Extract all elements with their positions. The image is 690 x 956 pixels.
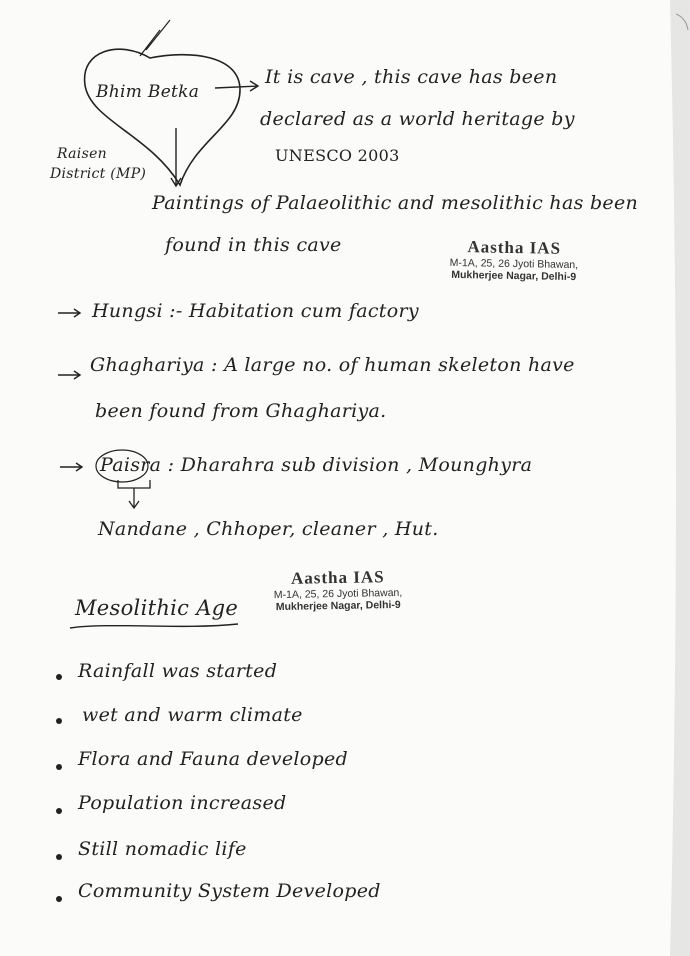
bullet-dot — [56, 718, 62, 724]
bullet-item: Population increased — [78, 792, 287, 814]
bullet-item: Flora and Fauna developed — [78, 748, 348, 770]
location-line2: District (MP) — [50, 166, 147, 182]
bullet-item: wet and warm climate — [82, 704, 303, 726]
paintings-line2: found in this cave — [165, 234, 342, 256]
paisra-sub: Nandane , Chhoper, cleaner , Hut. — [98, 518, 439, 540]
intro-line3: UNESCO 2003 — [275, 146, 400, 165]
bullet-dot — [56, 896, 62, 902]
site-hungsi: Hungsi :- Habitation cum factory — [92, 300, 419, 322]
intro-line2: declared as a world heritage by — [260, 108, 575, 130]
stamp-aastha-ias-2 — [258, 567, 419, 613]
stamp-address: M-1A, 25, 26 Jyoti Bhawan, — [273, 586, 403, 601]
site-ghaghariya-line2: been found from Ghaghariya. — [95, 400, 387, 422]
bullet-item: Rainfall was started — [78, 660, 278, 682]
stamp-aastha-ias — [434, 237, 595, 283]
bullet-item: Community System Developed — [78, 880, 381, 902]
paintings-line1: Paintings of Palaeolithic and mesolithic has been — [152, 192, 639, 214]
stamp-address: M-1A, 25, 26 Jyoti Bhawan, — [449, 256, 579, 271]
stamp-title: Aastha IAS — [290, 567, 385, 588]
site-ghaghariya-line1: Ghaghariya : A large no. of human skeleton have — [90, 354, 575, 376]
bullet-dot — [56, 764, 62, 770]
stamp-city: Mukherjee Nagar, Delhi-9 — [451, 268, 577, 283]
stamp-title: Aastha IAS — [467, 237, 562, 258]
bullet-dot — [56, 854, 62, 860]
intro-line1: It is cave , this cave has been — [265, 66, 558, 88]
bullet-item: Still nomadic life — [78, 838, 247, 860]
bullet-dot — [56, 674, 62, 680]
stamp-city: Mukherjee Nagar, Delhi-9 — [275, 598, 401, 613]
site-paisra: Paisra : Dharahra sub division , Mounghyra — [100, 454, 533, 476]
location-line1: Raisen — [57, 146, 107, 162]
section-heading: Mesolithic Age — [75, 596, 239, 620]
heart-label: Bhim Betka — [96, 82, 200, 102]
bullet-dot — [56, 808, 62, 814]
